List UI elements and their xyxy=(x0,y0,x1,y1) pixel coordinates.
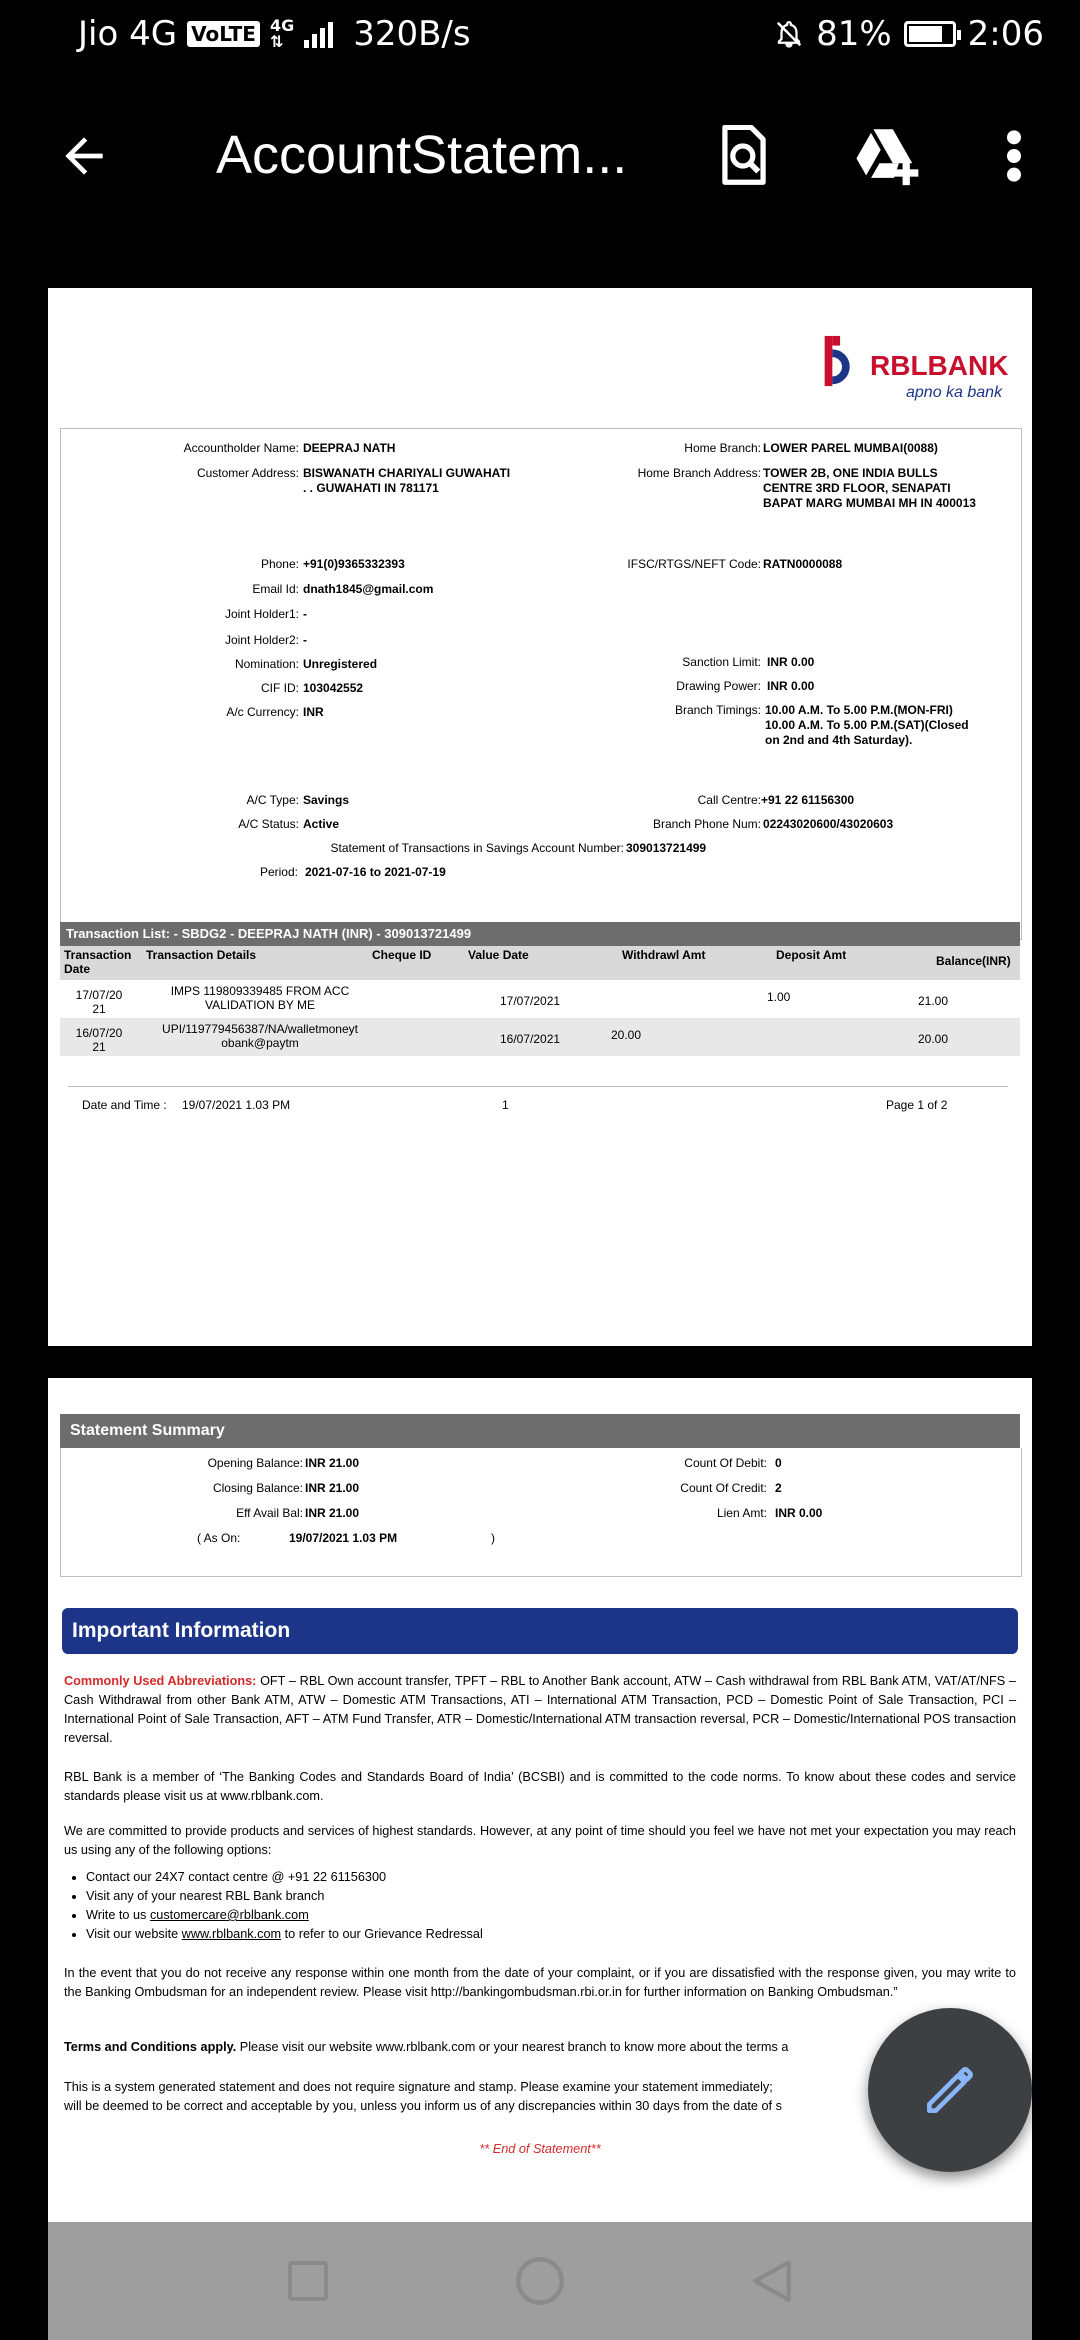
txn-date: 17/07/20 21 xyxy=(75,988,123,1016)
terms-bold: Terms and Conditions apply. xyxy=(64,2040,237,2054)
status-bar xyxy=(0,0,1080,72)
phone: +91(0)9365332393 xyxy=(303,557,405,571)
label: A/C Type: xyxy=(246,793,299,807)
back-triangle-icon[interactable] xyxy=(712,2222,832,2340)
branch-address-line: CENTRE 3RD FLOOR, SENAPATI xyxy=(763,481,951,495)
footer-datetime: 19/07/2021 1.03 PM xyxy=(182,1098,291,1112)
volte-badge: VoLTE xyxy=(187,21,260,47)
statement-page-1[interactable] xyxy=(48,288,1032,1346)
effective-available-balance: INR 21.00 xyxy=(305,1506,360,1520)
terms-text: Please visit our website www.rblbank.com or your nearest branch to know more about the terms a xyxy=(236,2040,789,2054)
network-speed: 320B/s xyxy=(353,14,471,54)
joint-holder-1: - xyxy=(303,607,307,621)
address-line: . . GUWAHATI IN 781171 xyxy=(303,481,439,495)
label: Count Of Credit: xyxy=(680,1481,767,1495)
label: Branch Phone Num: xyxy=(652,817,761,831)
branch-address-line: TOWER 2B, ONE INDIA BULLS xyxy=(763,466,938,480)
edit-fab[interactable] xyxy=(868,2008,1032,2172)
drawing-power: INR 0.00 xyxy=(767,679,815,693)
label: Call Centre: xyxy=(697,793,761,807)
statement-summary-box xyxy=(60,1448,1022,1577)
system-generated-line: will be deemed to be correct and acceptable by you, unless you inform us of any discrepancies within 30 days from the date of s xyxy=(64,2099,782,2113)
more-vert-icon[interactable] xyxy=(972,114,1056,198)
data-arrows-icon: ⇅ xyxy=(269,32,284,51)
col-withdrawal-amt: Withdrawl Amt xyxy=(622,948,706,962)
txn-balance: 20.00 xyxy=(918,1032,949,1046)
label: Customer Address: xyxy=(196,466,299,480)
document-title: AccountStatem... xyxy=(216,125,628,185)
contact-options-list xyxy=(64,1868,1016,1944)
abbreviations-title: Commonly Used Abbreviations: xyxy=(64,1674,257,1688)
label: IFSC/RTGS/NEFT Code: xyxy=(627,557,761,571)
list-item: • Write to us customercare@rblbank.com xyxy=(86,1906,1016,1925)
label: Statement of Transactions in Savings Account Number: xyxy=(330,841,624,855)
nomination: Unregistered xyxy=(303,657,378,671)
col-transaction-details: Transaction Details xyxy=(146,948,257,962)
battery-icon xyxy=(904,21,956,47)
txn-value-date: 16/07/2021 xyxy=(500,1032,561,1046)
recents-square-icon[interactable] xyxy=(248,2222,368,2340)
statement-summary-header: Statement Summary xyxy=(60,1414,1020,1448)
col-deposit-amt: Deposit Amt xyxy=(776,948,847,962)
label: Nomination: xyxy=(234,657,299,671)
closing-balance: INR 21.00 xyxy=(305,1481,360,1495)
logo-tagline: apno ka bank xyxy=(906,384,1003,401)
txn-deposit: 1.00 xyxy=(767,990,791,1004)
system-generated-line: This is a system generated statement and does not require signature and stamp. Please examine your statement immediately; xyxy=(64,2080,773,2094)
label: Home Branch Address: xyxy=(637,466,761,480)
count-of-credit: 2 xyxy=(775,1481,782,1495)
txn-deposit: 20.00 xyxy=(611,1028,642,1042)
label: Eff Avail Bal: xyxy=(236,1506,303,1520)
label: Joint Holder2: xyxy=(224,633,299,647)
col-balance: Balance(INR) xyxy=(936,954,1011,968)
label: Email Id: xyxy=(252,582,299,596)
list-item: • Visit our website www.rblbank.com to refer to our Grievance Redressal xyxy=(86,1925,1016,1944)
email-link[interactable]: customercare@rblbank.com xyxy=(149,1908,309,1922)
opening-balance: INR 21.00 xyxy=(305,1456,360,1470)
label: A/c Currency: xyxy=(226,705,299,719)
label: Home Branch: xyxy=(684,441,761,455)
edit-pencil-icon xyxy=(919,2059,981,2121)
label: Period: xyxy=(259,865,298,879)
account-number: 309013721499 xyxy=(626,841,707,855)
txn-details: UPI/119779456387/NA/walletmoneyt obank@paytm xyxy=(162,1022,358,1050)
transaction-columns xyxy=(60,946,1020,980)
address-line: BISWANATH CHARIYALI GUWAHATI xyxy=(303,466,511,480)
account-details-box xyxy=(60,428,1022,940)
network-type xyxy=(270,18,294,50)
count-of-debit: 0 xyxy=(775,1456,782,1470)
email: dnath1845@gmail.com xyxy=(303,582,434,596)
notifications-off-icon xyxy=(774,18,804,50)
google-drive-add-icon[interactable] xyxy=(846,114,930,198)
lien-amount: INR 0.00 xyxy=(775,1506,823,1520)
label: Drawing Power: xyxy=(676,679,761,693)
navigation-bar xyxy=(48,2222,1032,2340)
signal-icon xyxy=(304,20,333,48)
branch-phone: 02243020600/43020603 xyxy=(763,817,894,831)
footer-page-of: Page 1 of 2 xyxy=(886,1098,948,1112)
table-row[interactable] xyxy=(60,1018,1020,1056)
cif-id: 103042552 xyxy=(303,681,364,695)
txn-value-date: 17/07/2021 xyxy=(500,994,561,1008)
statement-period: 2021-07-16 to 2021-07-19 xyxy=(305,865,446,879)
label: Count Of Debit: xyxy=(684,1456,767,1470)
abbreviations-text: OFT – RBL Own account transfer, TPFT – RBL to Another Bank account, ATW – Cash withdrawal from RBL Bank ATM, VAT/AT/NFS – Cash Withdrawal from other Bank ATM, ATW – Domestic ATM Transactions, ATI – International ATM Transaction, PCD – Domestic Point of Sale Transaction, PCI – International Point of Sale Transaction, AFT – ATM Fund Transfer, ATR – Domestic/International ATM transaction reversal, PCR – Domestic/International POS transaction reversal. xyxy=(64,1674,1016,1745)
label: A/C Status: xyxy=(238,817,299,831)
branch-timings-line: on 2nd and 4th Saturday). xyxy=(765,733,913,747)
carrier-label: Jio 4G xyxy=(78,14,178,54)
end-of-statement: ** End of Statement** xyxy=(479,2142,601,2156)
label: Lien Amt: xyxy=(716,1506,767,1520)
joint-holder-2: - xyxy=(303,633,307,647)
sanction-limit: INR 0.00 xyxy=(767,655,815,669)
as-on-close: ) xyxy=(491,1531,495,1545)
search-document-icon[interactable] xyxy=(702,114,786,198)
back-arrow-icon[interactable] xyxy=(42,114,126,198)
label: ( As On: xyxy=(197,1531,241,1545)
label: Closing Balance: xyxy=(212,1481,303,1495)
label: Joint Holder1: xyxy=(224,607,299,621)
txn-details: IMPS 119809339485 FROM ACC VALIDATION BY ME xyxy=(170,984,350,1012)
label: CIF ID: xyxy=(261,681,299,695)
list-item: • Contact our 24X7 contact centre @ +91 22 61156300 xyxy=(86,1868,1016,1887)
app-bar xyxy=(0,72,1080,242)
label: Phone: xyxy=(260,557,299,571)
txn-date: 16/07/20 21 xyxy=(75,1026,123,1054)
home-circle-icon[interactable] xyxy=(480,2222,600,2340)
battery-percent: 81% xyxy=(816,14,892,54)
important-information-header: Important Information xyxy=(62,1608,1018,1654)
website-link[interactable]: www.rblbank.com xyxy=(181,1927,282,1941)
list-item: • Visit any of your nearest RBL Bank branch xyxy=(86,1887,1016,1906)
table-row[interactable] xyxy=(60,980,1020,1018)
as-on-datetime: 19/07/2021 1.03 PM xyxy=(289,1531,398,1545)
txn-balance: 21.00 xyxy=(918,994,949,1008)
ifsc-code: RATN0000088 xyxy=(763,557,843,571)
branch-address-line: BAPAT MARG MUMBAI MH IN 400013 xyxy=(763,496,976,510)
branch-timings-line: 10.00 A.M. To 5.00 P.M.(SAT)(Closed xyxy=(765,718,969,732)
ombudsman-paragraph: In the event that you do not receive any response within one month from the date of your complaint, or if you are dissatisfied with the response given, you may write to the Banking Ombudsman for an independent review. Please visit http://bankingombudsman.rbi.or.in for further information on Banking Ombudsman.” xyxy=(64,1966,1016,1999)
abbreviations-paragraph xyxy=(64,1672,1016,1748)
col-value-date: Value Date xyxy=(468,948,529,962)
clock: 2:06 xyxy=(967,14,1044,54)
branch-timings-line: 10.00 A.M. To 5.00 P.M.(MON-FRI) xyxy=(765,703,953,717)
rbl-bank-logo xyxy=(822,334,1022,404)
account-status: Active xyxy=(303,817,340,831)
terms-paragraph xyxy=(64,2038,1016,2057)
col-cheque-id: Cheque ID xyxy=(372,948,432,962)
label: Accountholder Name: xyxy=(183,441,299,455)
home-branch: LOWER PAREL MUMBAI(0088) xyxy=(763,441,938,455)
footer-datetime-label: Date and Time : xyxy=(82,1098,167,1112)
divider xyxy=(68,1086,1008,1087)
label: Sanction Limit: xyxy=(682,655,761,669)
label: Opening Balance: xyxy=(207,1456,303,1470)
transaction-list-header: Transaction List: - SBDG2 - DEEPRAJ NATH (INR) - 309013721499 xyxy=(60,922,1020,946)
logo-wordmark: RBLBANK xyxy=(870,350,1009,381)
label: Branch Timings: xyxy=(674,703,761,717)
call-centre: +91 22 61156300 xyxy=(761,793,855,807)
col-transaction-date: Transaction Date xyxy=(64,948,132,976)
currency: INR xyxy=(303,705,324,719)
network-label: 4G xyxy=(269,16,295,35)
account-type: Savings xyxy=(303,793,350,807)
bcsbi-paragraph: RBL Bank is a member of ‘The Banking Codes and Standards Board of India’ (BCSBI) and is committed to the code norms. To know about these codes and service standards please visit us at www.rblbank.com. xyxy=(64,1770,1016,1803)
account-holder: DEEPRAJ NATH xyxy=(303,441,396,455)
commitment-paragraph: We are committed to provide products and services of highest standards. However, at any point of time should you feel we have not met your expectation you may reach us using any of the following options: xyxy=(64,1824,1016,1857)
footer-page-number: 1 xyxy=(502,1098,509,1112)
